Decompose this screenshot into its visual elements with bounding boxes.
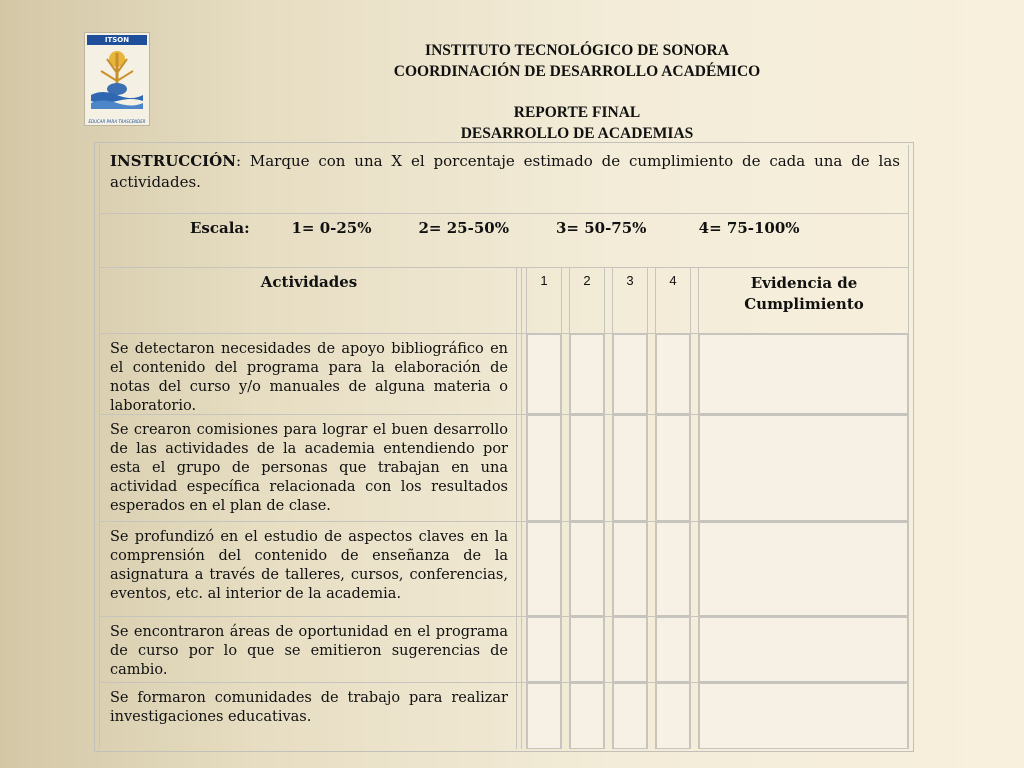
row5-col1-cell[interactable] bbox=[527, 683, 561, 749]
activity-row-4: Se encontraron áreas de oportunidad en el programa de curso por lo que se emitieron sugerencias de cambio. bbox=[110, 624, 508, 678]
row3-col1-cell[interactable] bbox=[527, 522, 561, 616]
department-title: COORDINACIÓN DE DESARROLLO ACADÉMICO bbox=[393, 63, 761, 80]
row5-col2-cell[interactable] bbox=[570, 683, 604, 749]
logo-motto: EDUCAR PARA TRASCENDER bbox=[88, 119, 146, 124]
row5-col4-cell[interactable] bbox=[656, 683, 690, 749]
column-header-3: 3 bbox=[626, 273, 634, 288]
column-header-4: 4 bbox=[669, 273, 677, 288]
logo-name: ITSON bbox=[87, 35, 147, 45]
report-title: REPORTE FINAL bbox=[513, 104, 641, 121]
row4-col3-cell[interactable] bbox=[613, 617, 647, 682]
instruction-label: INSTRUCCIÓN bbox=[110, 152, 236, 170]
row2-col1-cell[interactable] bbox=[527, 415, 561, 521]
row1-evidence-cell[interactable] bbox=[699, 334, 908, 414]
scale-row bbox=[190, 219, 800, 237]
row3-col2-cell[interactable] bbox=[570, 522, 604, 616]
row4-col4-cell[interactable] bbox=[656, 617, 690, 682]
institution-title: INSTITUTO TECNOLÓGICO DE SONORA bbox=[425, 42, 729, 59]
row2-evidence-cell[interactable] bbox=[699, 415, 908, 521]
row3-col3-cell[interactable] bbox=[613, 522, 647, 616]
row1-col4-cell[interactable] bbox=[656, 334, 690, 414]
column-header-1: 1 bbox=[540, 273, 548, 288]
activity-row-3: Se profundizó en el estudio de aspectos claves en la comprensión del contenido de enseñanza de la asignatura a través de talleres, cursos, conferencias, eventos, etc. al interior de la academia. bbox=[110, 529, 508, 602]
row2-col4-cell[interactable] bbox=[656, 415, 690, 521]
activity-row-5: Se formaron comunidades de trabajo para realizar investigaciones educativas. bbox=[110, 690, 508, 725]
activity-row-1: Se detectaron necesidades de apoyo bibliográfico en el contenido del programa para la elaboración de notas del curso y/o manuales de alguna materia o laboratorio. bbox=[110, 341, 508, 414]
row3-col4-cell[interactable] bbox=[656, 522, 690, 616]
activities-table bbox=[94, 142, 914, 752]
scale-1: 1= 0-25% bbox=[291, 219, 372, 237]
scale-label: Escala: bbox=[190, 219, 250, 237]
row2-col2-cell[interactable] bbox=[570, 415, 604, 521]
row1-col1-cell[interactable] bbox=[527, 334, 561, 414]
scale-3: 3= 50-75% bbox=[555, 219, 647, 237]
scale-2: 2= 25-50% bbox=[418, 219, 509, 237]
activities-header: Actividades bbox=[260, 273, 358, 291]
row4-col1-cell[interactable] bbox=[527, 617, 561, 682]
row2-col3-cell[interactable] bbox=[613, 415, 647, 521]
instruction-text bbox=[110, 151, 900, 193]
row4-evidence-cell[interactable] bbox=[699, 617, 908, 682]
row5-evidence-cell[interactable] bbox=[699, 683, 908, 749]
activity-row-2: Se crearon comisiones para lograr el buen desarrollo de las actividades de la academia entendiendo por esta el grupo de personas que trabajan en una actividad específica relacionada con los resultados esperados en el plan de clase. bbox=[110, 422, 508, 514]
row5-col3-cell[interactable] bbox=[613, 683, 647, 749]
scale-4: 4= 75-100% bbox=[698, 219, 800, 237]
row1-col3-cell[interactable] bbox=[613, 334, 647, 414]
column-header-2: 2 bbox=[583, 273, 591, 288]
row4-col2-cell[interactable] bbox=[570, 617, 604, 682]
row1-col2-cell[interactable] bbox=[570, 334, 604, 414]
evidence-header: Evidencia de Cumplimiento bbox=[744, 274, 864, 313]
instruction-body: : Marque con una X el porcentaje estimado de cumplimiento de cada una de las actividades. bbox=[110, 152, 900, 191]
row3-evidence-cell[interactable] bbox=[699, 522, 908, 616]
report-subtitle: DESARROLLO DE ACADEMIAS bbox=[460, 125, 694, 142]
